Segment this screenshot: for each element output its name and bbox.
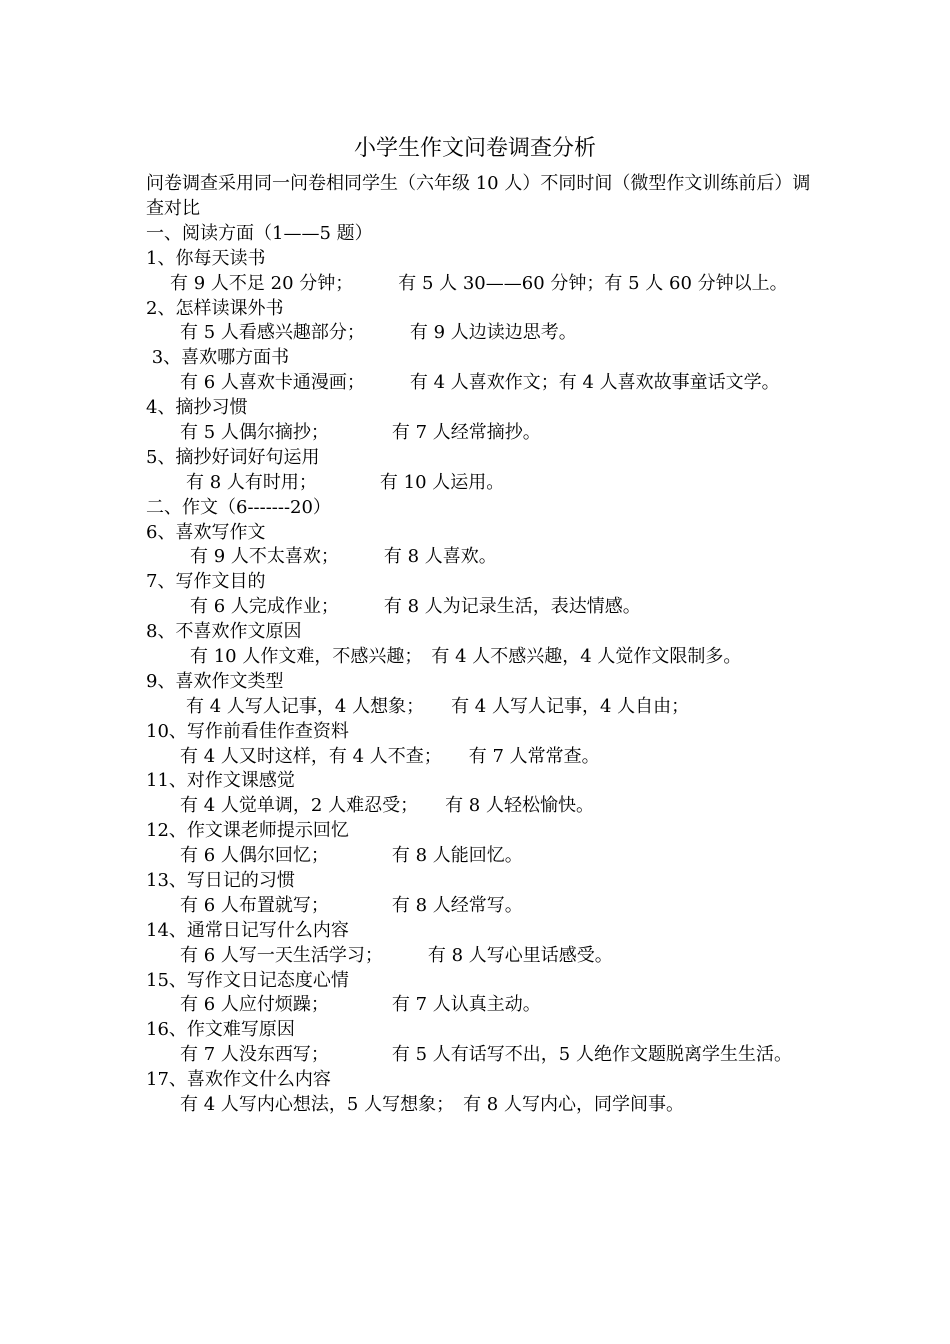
question-1: 1、你每天读书: [146, 247, 266, 269]
document-body: [146, 172, 811, 1118]
question-17: 17、喜欢作文什么内容: [146, 1069, 331, 1091]
question-7: 7、写作文目的: [146, 571, 266, 593]
answer-7: 有 6 人完成作业； 有 8 人为记录生活，表达情感。: [190, 596, 641, 618]
question-13: 13、写日记的习惯: [146, 870, 295, 892]
question-6: 6、喜欢写作文: [146, 521, 266, 543]
answer-8: 有 10 人作文难，不感兴趣； 有 4 人不感兴趣，4 人觉作文限制多。: [190, 645, 742, 667]
question-11: 11、对作文课感觉: [146, 770, 295, 792]
answer-1: 有 9 人不足 20 分钟； 有 5 人 30——60 分钟；有 5 人 60 分钟以上。: [170, 272, 788, 294]
intro-paragraph: 问卷调查采用同一问卷相同学生（六年级 10 人）不同时间（微型作文训练前后）调查对比: [146, 173, 811, 219]
question-12: 12、作文课老师提示回忆: [146, 820, 349, 842]
page-title: 小学生作文问卷调查分析: [353, 136, 596, 161]
answer-13: 有 6 人布置就写； 有 8 人经常写。: [180, 894, 523, 916]
answer-12: 有 6 人偶尔回忆； 有 8 人能回忆。: [180, 845, 523, 867]
question-4: 4、摘抄习惯: [146, 397, 248, 419]
question-9: 9、喜欢作文类型: [146, 670, 284, 692]
answer-14: 有 6 人写一天生活学习； 有 8 人写心里话感受。: [180, 944, 613, 966]
section-heading-reading: 一、阅读方面（1——5 题）: [146, 222, 373, 244]
question-3: 3、喜欢哪方面书: [146, 347, 290, 369]
question-16: 16、作文难写原因: [146, 1019, 295, 1041]
answer-4: 有 5 人偶尔摘抄； 有 7 人经常摘抄。: [180, 421, 541, 443]
answer-17: 有 4 人写内心想法，5 人写想象； 有 8 人写内心，同学间事。: [180, 1094, 684, 1116]
answer-9: 有 4 人写人记事，4 人想象； 有 4 人写人记事，4 人自由；: [186, 695, 690, 717]
answer-2: 有 5 人看感兴趣部分； 有 9 人边读边思考。: [180, 322, 577, 344]
question-10: 10、写作前看佳作查资料: [146, 720, 349, 742]
question-2: 2、怎样读课外书: [146, 297, 284, 319]
answer-10: 有 4 人又时这样，有 4 人不查； 有 7 人常常查。: [180, 745, 600, 767]
question-5: 5、摘抄好词好句运用: [146, 446, 320, 468]
question-15: 15、写作文日记态度心情: [146, 969, 349, 991]
section-heading-writing: 二、作文（6-------20）: [146, 496, 331, 518]
answer-3: 有 6 人喜欢卡通漫画； 有 4 人喜欢作文；有 4 人喜欢故事童话文学。: [180, 372, 780, 394]
question-14: 14、通常日记写什么内容: [146, 919, 349, 941]
answer-16: 有 7 人没东西写； 有 5 人有话写不出，5 人绝作文题脱离学生生活。: [180, 1044, 792, 1066]
answer-11: 有 4 人觉单调，2 人难忍受； 有 8 人轻松愉快。: [180, 795, 594, 817]
answer-5: 有 8 人有时用； 有 10 人运用。: [186, 471, 505, 493]
question-8: 8、不喜欢作文原因: [146, 621, 302, 643]
answer-6: 有 9 人不太喜欢； 有 8 人喜欢。: [190, 546, 497, 568]
answer-15: 有 6 人应付烦躁； 有 7 人认真主动。: [180, 994, 541, 1016]
